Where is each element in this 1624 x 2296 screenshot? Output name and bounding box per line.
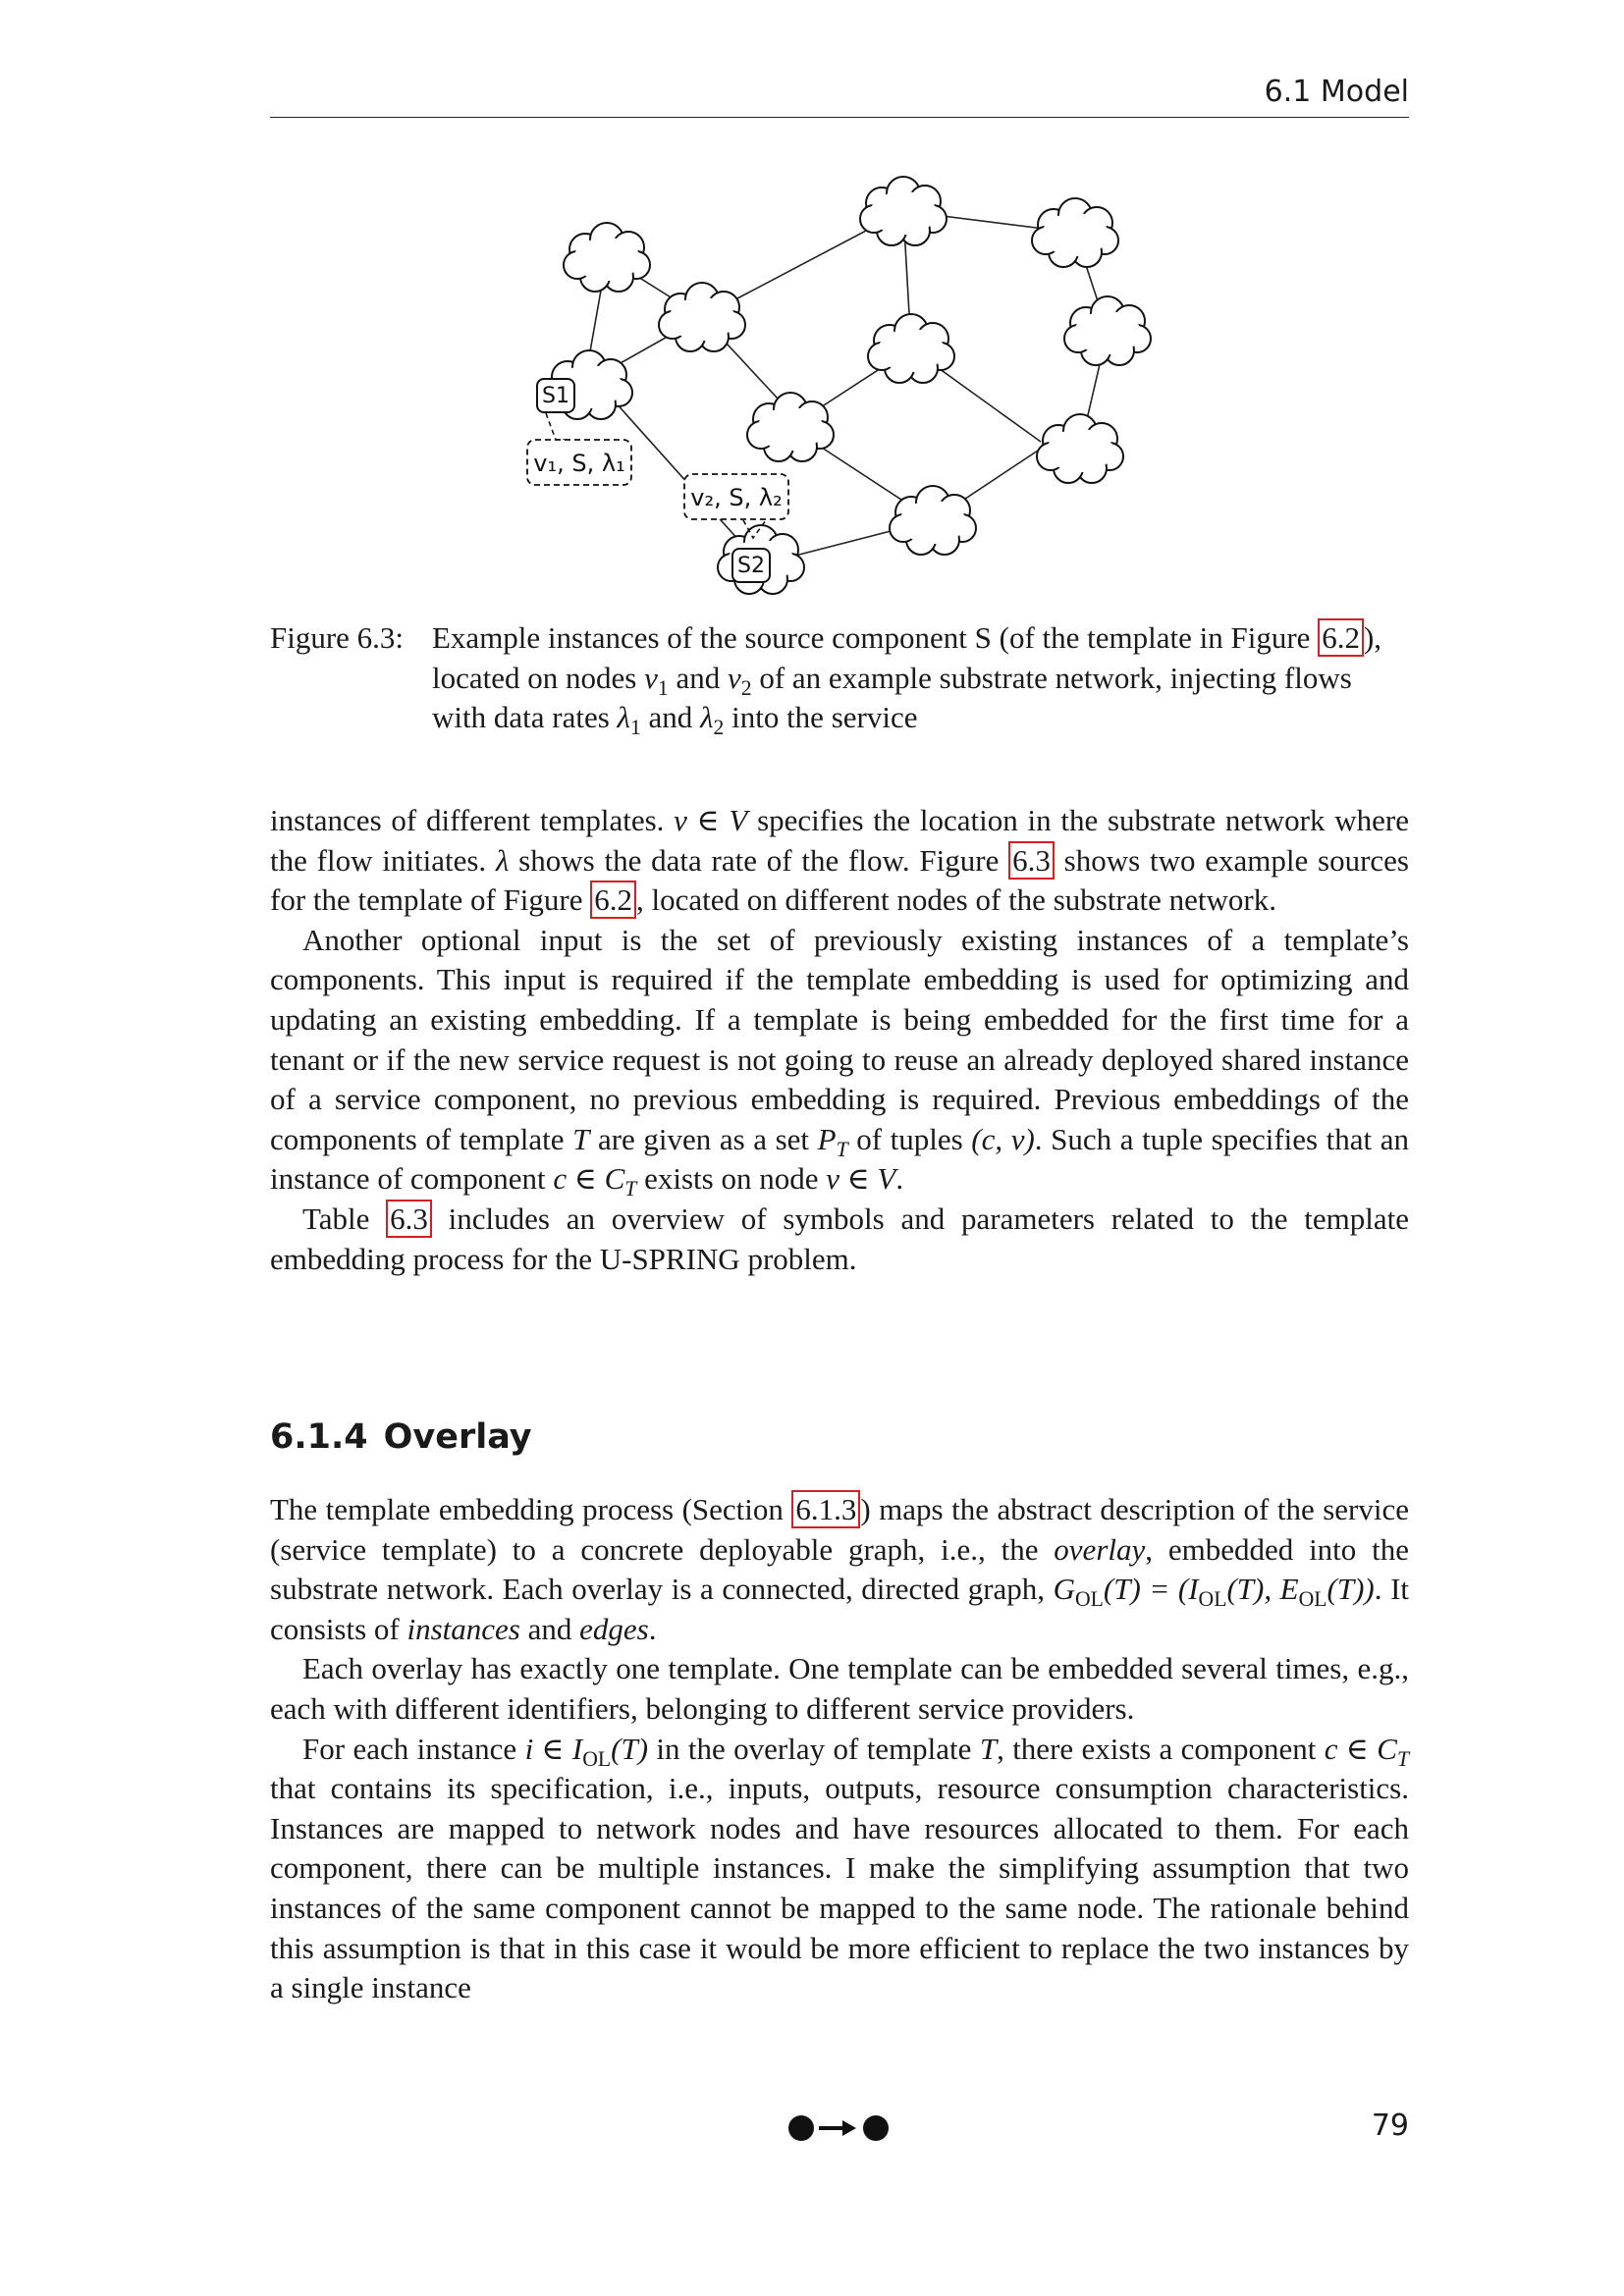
figure-ref-6-2[interactable]: 6.2	[590, 881, 636, 919]
s1-label: S1	[542, 384, 569, 408]
network-node	[564, 223, 650, 292]
figure-ref-6-3[interactable]: 6.3	[1008, 841, 1055, 880]
table-ref-6-3[interactable]: 6.3	[386, 1200, 432, 1238]
network-edges	[587, 211, 1108, 564]
body-text-lower	[270, 1490, 1409, 2008]
network-node	[747, 393, 834, 461]
arrow-icon	[842, 2120, 856, 2136]
footer-logo	[785, 2109, 893, 2148]
network-node	[1037, 414, 1123, 483]
section-heading	[270, 1417, 532, 1457]
callout-v1	[527, 413, 631, 485]
substrate-network-figure	[491, 167, 1178, 609]
s2-label: S2	[737, 554, 765, 578]
network-node	[890, 486, 976, 555]
paragraph: Each overlay has exactly one template. One template can be embedded several times, e.g., each with different identifiers, belonging to different service providers.	[270, 1651, 1409, 1726]
source-s1	[537, 379, 574, 412]
callout-v2-label: v₂, S, λ₂	[690, 484, 783, 511]
network-node	[659, 283, 745, 351]
callout-v2	[684, 474, 788, 538]
network-node	[1064, 296, 1151, 365]
header-rule	[270, 117, 1409, 118]
figure-ref-6-2[interactable]: 6.2	[1318, 618, 1364, 657]
running-head: 6.1 Model	[1264, 75, 1409, 109]
network-node	[1032, 198, 1118, 267]
caption-label: Figure 6.3:	[270, 620, 405, 655]
source-s2	[732, 549, 770, 582]
figure-caption	[270, 618, 1409, 738]
logo-dot-left	[788, 2115, 814, 2141]
section-title: Overlay	[383, 1417, 532, 1457]
caption-text: Example instances of the source component S (of the template in Figure 6.2 ), located on nodes $v_1$ and $v_2$ of an example substrate network, injecting flows with data rates $\lambda_1$ and $\lambda_2$ into the service	[432, 620, 1382, 740]
paragraph: instances of different templates. v ∈ V specifies the location in the substrate network where the flow initiates. λ shows the data rate of the flow. Figure 6.3 shows two example sources for the template of Figure 6.2 , located on different nodes of the substrate network.	[270, 803, 1409, 918]
section-ref-6-1-3[interactable]: 6.1.3	[791, 1490, 860, 1528]
paragraph: Table 6.3 includes an overview of symbols and parameters related to the template embedding process for the U-SPRING problem.	[270, 1201, 1410, 1276]
paragraph: Another optional input is the set of previously existing instances of a template’s components. This input is required if the template embedding is used for optimizing and updating an existing embedding. If a template is being embedded for the first time for a tenant or if the new service request is not going to reuse an already deployed shared instance of a service component, no previous embedding is required. Previous embeddings of the components of template T are given as a set $P_T$ of tuples (c, v). Such a tuple specifies that an instance of component c ∈ $C_T$ exists on node v ∈ V.	[270, 922, 1410, 1201]
network-node	[860, 177, 947, 245]
network-node	[868, 314, 954, 383]
paragraph: For each instance i ∈ $I_{OL}(T)$ in the overlay of template T, there exists a component c ∈ $C_T$ that contains its specification, i.e., inputs, outputs, resource consumption characteristics. Instances are mapped to network nodes and have resources allocated to them. For each component, there can be multiple instances. I make the simplifying assumption that two instances of the same component cannot be mapped to the same node. The rationale behind this assumption is that in this case it would be more efficient to replace the two instances by a single instance	[270, 1731, 1410, 2005]
paragraph: The template embedding process (Section 6.1.3 ) maps the abstract description of the service (service template) to a concrete deployable graph, i.e., the overlay, embedded into the substrate network. Each overlay is a connected, directed graph, $G_{OL}(T) = (I_{OL}(T)$, $E_{OL}(T)$). It consists of instances and edges.	[270, 1492, 1410, 1646]
logo-dot-right	[863, 2115, 889, 2141]
page-number: 79	[1371, 2109, 1409, 2143]
section-number: 6.1.4	[270, 1417, 368, 1457]
callout-v1-label: v₁, S, λ₁	[533, 450, 625, 477]
body-text-upper	[270, 801, 1409, 1279]
